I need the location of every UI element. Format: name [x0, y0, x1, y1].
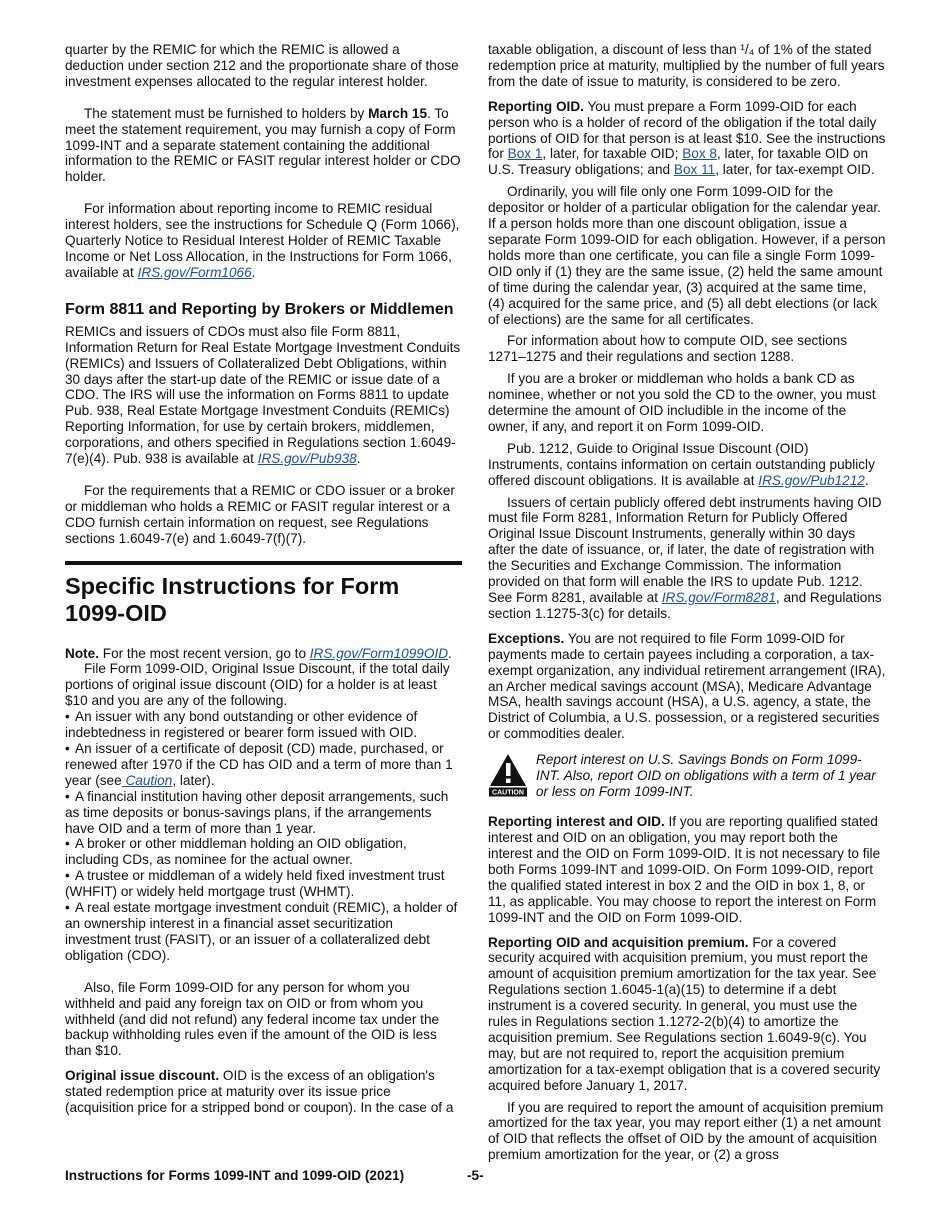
- caution-box: [488, 752, 886, 800]
- paragraph: Issuers of certain publicly offered debt instruments having OID must file Form 8281, Information Return for Publicly Offered Original Issue Discount Instruments, generally within 30 days after the date of issuance, or, if later, the date of registration with the Securities and Exchange Commission. The information provided on that form will enable the IRS to update Pub. 1212. See Form 8281, available at IRS.gov/Form8281, and Regulations section 1.1275-3(c) for details.: [488, 494, 882, 621]
- list-item: • A real estate mortgage investment conduit (REMIC), a holder of an ownership interest in a financial asset securitization investment trust (FASIT), or an issuer of a collateralized debt obligation (CDO).: [65, 900, 458, 963]
- link-form1066[interactable]: IRS.gov/Form1066: [137, 264, 252, 280]
- link-box-1[interactable]: Box 1: [507, 146, 543, 162]
- paragraph: If you are required to report the amount of acquisition premium amortized for the tax year, you may report either (1) a net amount of OID that reflects the offset of OID by the amount of acquisition premium amortization for the year, or (2) a gross: [488, 1099, 884, 1163]
- paragraph: If you are a broker or middleman who holds a bank CD as nominee, whether or not you sold the CD to the owner, you must determine the amount of OID includible in the income of the owner, if any, and report it on Form 1099-OID.: [488, 371, 876, 434]
- link-form1099oid[interactable]: IRS.gov/Form1099OID: [309, 645, 449, 661]
- paragraph: Reporting OID and acquisition premium. For a covered security acquired with acquisition premium, you must report the amount of acquisition premium amortization for the tax year. See Regulations section 1.6045-1(a)(15) to determine if a debt instrument is a covered security. In general, you must use the rules in Regulations section 1.1272-2(b)(4) to amortize the acquisition premium. See Regulations section 1.6049-9(c). You may, but are not required to, report the acquisition premium amortization for a tax-exempt obligation that is a covered security acquired before January 1, 2017.: [488, 934, 881, 1093]
- left-column: [65, 42, 462, 1116]
- section-heading: Form 8811 and Reporting by Brokers or Middlemen: [65, 300, 454, 318]
- link-caution[interactable]: Caution: [121, 772, 173, 788]
- list-item: • An issuer of a certificate of deposit (CD) made, purchased, or renewed after 1970 if the CD has OID and a term of more than 1 year (see Caution, later).: [65, 741, 453, 788]
- paragraph: Reporting OID. You must prepare a Form 1099-OID for each person who is a holder of record of the obligation if the total daily portions of OID for that person is at least $10. See the instructions for Box 1, later, for taxable OID; Box 8, later, for taxable OID on U.S. Treasury obligations; and Box 11, later, for tax-exempt OID.: [488, 98, 886, 178]
- section-rule: [65, 561, 462, 565]
- list-item: • A broker or other middleman holding an OID obligation, including CDs, as nominee for the actual owner.: [65, 836, 407, 868]
- paragraph: Ordinarily, you will file only one Form 1099-OID for the depositor or holder of a particular obligation for the calendar year. If a person holds more than one discount obligation, issue a separate Form 1099-OID for each obligation. However, if a person holds more than one certificate, you can file a single Form 1099-OID only if (1) they are the same issue, (2) held the same amount of time during the calendar year, (3) acquired at the same time, (4) acquired for the same price, and (5) all debt elections (or lack of elections) are the same for all certificates.: [488, 184, 886, 327]
- paragraph: Original issue discount. OID is the excess of an obligation's stated redemption price at maturity over its issue price (acquisition price for a stripped bond or coupon). In the case of a: [65, 1068, 454, 1116]
- deadline: March 15: [368, 105, 428, 121]
- list-item: • An issuer with any bond outstanding or other evidence of indebtedness in registered or bearer form issued with OID.: [65, 709, 418, 741]
- paragraph: Pub. 1212, Guide to Original Issue Discount (OID) Instruments, contains information on certain outstanding publicly offered discount obligations. It is available at IRS.gov/Pub1212.: [488, 440, 875, 488]
- paragraph: taxable obligation, a discount of less than ¹/₄ of 1% of the stated redemption price at maturity, multiplied by the number of full years from the date of issue to maturity, is considered to be zero.: [488, 42, 885, 89]
- note: Note. For the most recent version, go to IRS.gov/Form1099OID.: [65, 645, 452, 661]
- link-box-11[interactable]: Box 11: [673, 162, 716, 178]
- paragraph: quarter by the REMIC for which the REMIC is allowed a deduction under section 212 and the proportionate share of those investment expenses allocated to the regular interest holder.: [65, 42, 459, 89]
- paragraph: The statement must be furnished to holders by March 15. To meet the statement requirement, you may furnish a copy of Form 1099-INT and a separate statement containing the additional information to the REMIC or FASIT regular interest holder or CDO holder.: [65, 105, 461, 185]
- page-number: -5-: [467, 1168, 484, 1183]
- paragraph: For the requirements that a REMIC or CDO issuer or a broker or middleman who holds a REMIC or FASIT regular interest or a CDO furnish certain information on request, see Regulations sections 1.6049-7(e) and 1.6049-7(f)(7).: [65, 482, 455, 546]
- paragraph: Exceptions. You are not required to file Form 1099-OID for payments made to certain payees including a corporation, a tax-exempt organization, any individual retirement arrangement (IRA), an Archer medical savings account (MSA), Medicare Advantage MSA, health savings account (HSA), a U.S. agency, a state, the District of Columbia, a U.S. possession, or a registered securities or commodities dealer.: [488, 630, 886, 742]
- paragraph: REMICs and issuers of CDOs must also file Form 8811, Information Return for Real Estate Mortgage Investment Conduits (REMICs) and Issuers of Collateralized Debt Obligations, within 30 days after the start-up date of the REMIC or issue date of a CDO. The IRS will use the information on Forms 8811 to update Pub. 938, Real Estate Mortgage Investment Conduits (REMICs) Reporting Information, for use by certain brokers, middlemen, corporations, and others specified in Regulations section 1.6049-7(e)(4). Pub. 938 is available at IRS.gov/Pub938.: [65, 323, 461, 467]
- footer-title: Instructions for Forms 1099-INT and 1099-OID (2021): [65, 1168, 405, 1183]
- list-item: • A financial institution having other deposit arrangements, such as time deposits or bonus-savings plans, if the arrangements have OID and a term of more than 1 year.: [65, 788, 449, 836]
- link-pub938[interactable]: IRS.gov/Pub938: [257, 451, 357, 467]
- paragraph: For information about how to compute OID, see sections 1271–1275 and their regulations and section 1288.: [488, 333, 848, 365]
- link-box-8[interactable]: Box 8: [682, 146, 717, 162]
- paragraph: File Form 1099-OID, Original Issue Discount, if the total daily portions of original issue discount (OID) for a holder is at least $10 and you are any of the following.: [65, 661, 450, 709]
- caution-icon: [488, 752, 528, 798]
- paragraph: For information about reporting income to REMIC residual interest holders, see the instructions for Schedule Q (Form 1066), Quarterly Notice to Residual Interest Holder of REMIC Taxable Income or Net Loss Allocation, in the Instructions for Form 1066, available at IRS.gov/Form1066.: [65, 201, 460, 280]
- caution-label: CAUTION: [492, 789, 524, 797]
- paragraph: Reporting interest and OID. If you are reporting qualified stated interest and OID on an obligation, you may report both the interest and the OID on Form 1099-OID. It is not necessary to file both Forms 1099-INT and 1099-OID. On Form 1099-OID, report the qualified stated interest in box 2 and the OID in box 1, 8, or 11, as applicable. You may choose to report the interest on Form 1099-INT and the OID on Form 1099-OID.: [488, 814, 881, 925]
- list-item: • A trustee or middleman of a widely held fixed investment trust (WHFIT) or widely held mortgage trust (WHMT).: [65, 868, 445, 900]
- link-pub1212[interactable]: IRS.gov/Pub1212: [758, 472, 865, 488]
- paragraph: Also, file Form 1099-OID for any person for whom you withheld and paid any foreign tax on OID or from whom you withheld (and did not refund) any federal income tax under the backup withholding rules even if the amount of the OID is less than $10.: [65, 979, 440, 1059]
- link-form8281[interactable]: IRS.gov/Form8281: [661, 590, 776, 605]
- right-column: [488, 42, 886, 1163]
- page-section-title: Specific Instructions for Form 1099-OID: [65, 572, 400, 626]
- caution-text: Report interest on U.S. Savings Bonds on Form 1099-INT. Also, report OID on obligations with a term of 1 year or less on Form 1099-INT.: [536, 752, 876, 800]
